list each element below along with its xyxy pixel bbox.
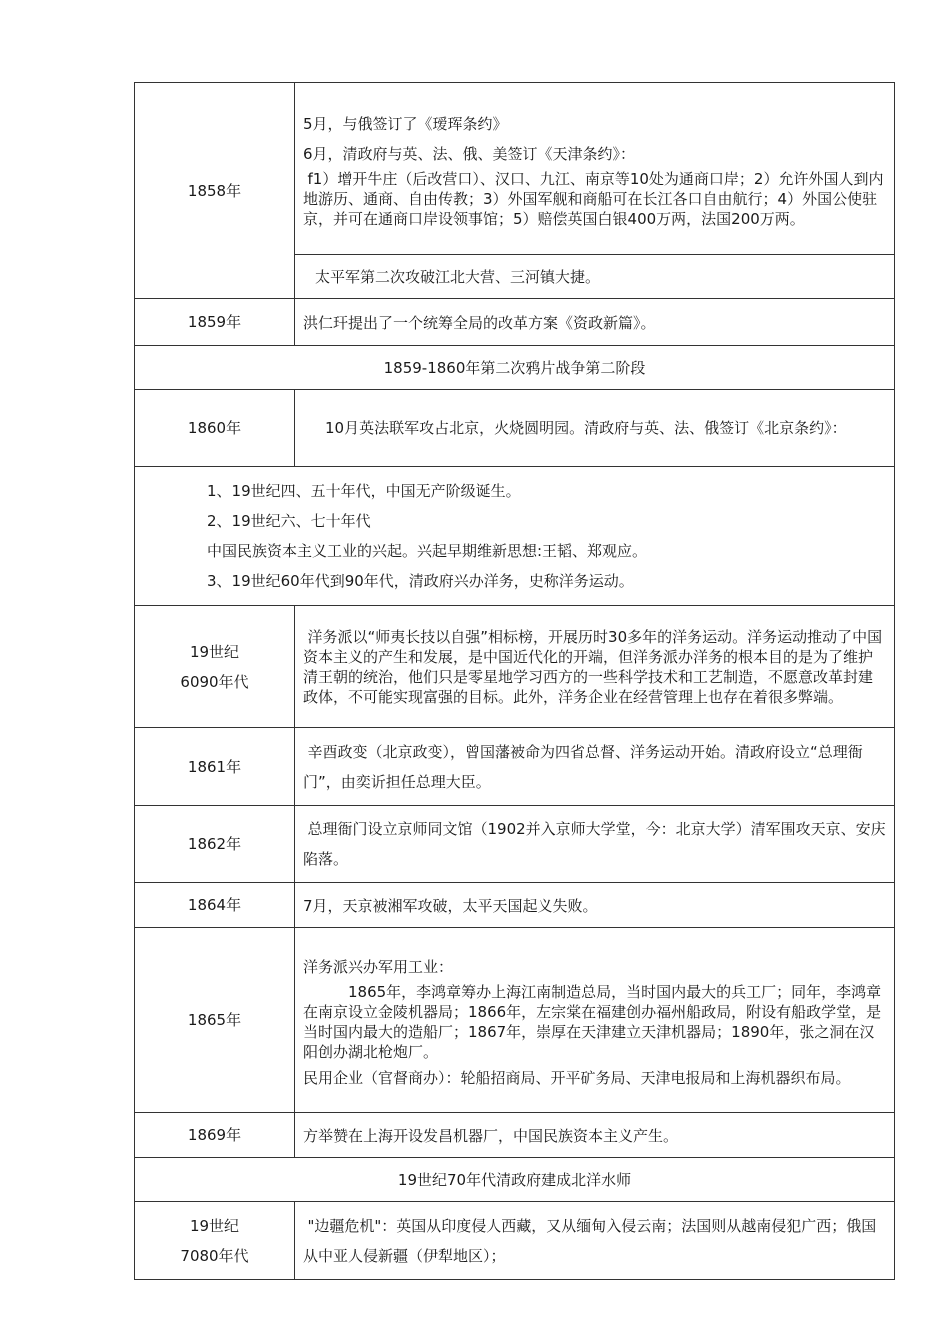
content-cell	[295, 928, 895, 1113]
year-line: 7080年代	[180, 1246, 249, 1265]
section-banner: 1859-1860年第二次鸦片战争第二阶段	[135, 346, 895, 390]
table-row	[135, 390, 895, 467]
year-cell	[135, 606, 295, 728]
year-cell: 1858年	[135, 83, 295, 299]
text-paragraph: f1）增开牛庄（后改营口）、汉口、九江、南京等10处为通商口岸；2）允许外国人到内地游历、通商、自由传教；3）外国军舰和商船可在长江各口自由航行；4）外国公使驻京，并可在通商口岸设领事馆；5）赔偿英国白银400万两，法国200万两。	[303, 169, 884, 228]
text-line: 3、19世纪60年代到90年代，清政府兴办洋务，史称洋务运动。	[207, 572, 634, 590]
table-row	[135, 1202, 895, 1280]
content-cell: 方举赞在上海开设发昌机器厂，中国民族资本主义产生。	[295, 1113, 895, 1158]
table-row	[135, 728, 895, 806]
text-paragraph: 民用企业（官督商办）：轮船招商局、开平矿务局、天津电报局和上海机器织布局。	[303, 1069, 851, 1087]
content-cell: 7月，天京被湘军攻破，太平天国起义失败。	[295, 883, 895, 928]
history-timeline-table	[134, 82, 895, 1280]
text-line: 2、19世纪六、七十年代	[207, 512, 371, 530]
table-row	[135, 606, 895, 728]
table-row	[135, 1158, 895, 1202]
content-cell	[295, 83, 895, 255]
content-cell: 太平军第二次攻破江北大营、三河镇大捷。	[295, 255, 895, 299]
text-line: 1、19世纪四、五十年代，中国无产阶级诞生。	[207, 482, 521, 500]
content-cell: 洋务派以“师夷长技以自强”相标榜，开展历时30多年的洋务运动。洋务运动推动了中国资本主义的产生和发展，是中国近代化的开端，但洋务派办洋务的根本目的是为了维护清王朝的统治，他们只是零星地学习西方的一些科学技术和工艺制造，不愿意改革封建政体，不可能实现富强的目标。此外，洋务企业在经营管理上也存在着很多弊端。	[295, 606, 895, 728]
text-line: 6月，清政府与英、法、俄、美签订《天津条约》：	[303, 144, 636, 163]
table-row	[135, 806, 895, 883]
year-cell: 1860年	[135, 390, 295, 467]
table-row	[135, 346, 895, 390]
summary-cell	[135, 467, 895, 606]
year-line: 6090年代	[180, 672, 249, 691]
text-line: 中国民族资本主义工业的兴起。兴起早期维新思想:王韬、郑观应。	[207, 542, 648, 560]
section-banner: 19世纪70年代清政府建成北洋水师	[135, 1158, 895, 1202]
year-cell: 1862年	[135, 806, 295, 883]
year-line: 19世纪	[189, 642, 240, 661]
table-row	[135, 883, 895, 928]
year-cell: 1865年	[135, 928, 295, 1113]
table-row	[135, 928, 895, 1113]
year-cell: 1869年	[135, 1113, 295, 1158]
content-cell: 洪仁玕提出了一个统筹全局的改革方案《资政新篇》。	[295, 299, 895, 346]
table-row	[135, 1113, 895, 1158]
text-paragraph: 1865年，李鸿章筹办上海江南制造总局，当时国内最大的兵工厂；同年，李鸿章在南京设立金陵机器局；1866年，左宗棠在福建创办福州船政局，附设有船政学堂，是当时国内最大的造船厂；1867年，崇厚在天津建立天津机器局；1890年，张之洞在汉阳创办湖北枪炮厂。	[303, 983, 882, 1061]
table-row	[135, 299, 895, 346]
text-line: 5月，与俄签订了《瑷珲条约》	[303, 114, 508, 133]
year-cell: 1859年	[135, 299, 295, 346]
content-cell: 总理衙门设立京师同文馆（1902并入京师大学堂，今：北京大学）清军围攻天京、安庆陷落。	[295, 806, 895, 883]
content-cell: 10月英法联军攻占北京，火烧圆明园。清政府与英、法、俄签订《北京条约》：	[295, 390, 895, 467]
table-row	[135, 467, 895, 606]
content-cell: 辛酉政变（北京政变），曾国藩被命为四省总督、洋务运动开始。清政府设立“总理衙门”，由奕䜣担任总理大臣。	[295, 728, 895, 806]
year-line: 19世纪	[189, 1216, 240, 1235]
year-cell: 1861年	[135, 728, 295, 806]
year-cell	[135, 1202, 295, 1280]
year-cell: 1864年	[135, 883, 295, 928]
table-row	[135, 83, 895, 255]
content-cell: "边疆危机"：英国从印度侵人西藏，又从缅甸入侵云南；法国则从越南侵犯广西；俄国从中亚人侵新疆（伊犁地区）；	[295, 1202, 895, 1280]
text-line: 洋务派兴办军用工业：	[303, 958, 454, 976]
